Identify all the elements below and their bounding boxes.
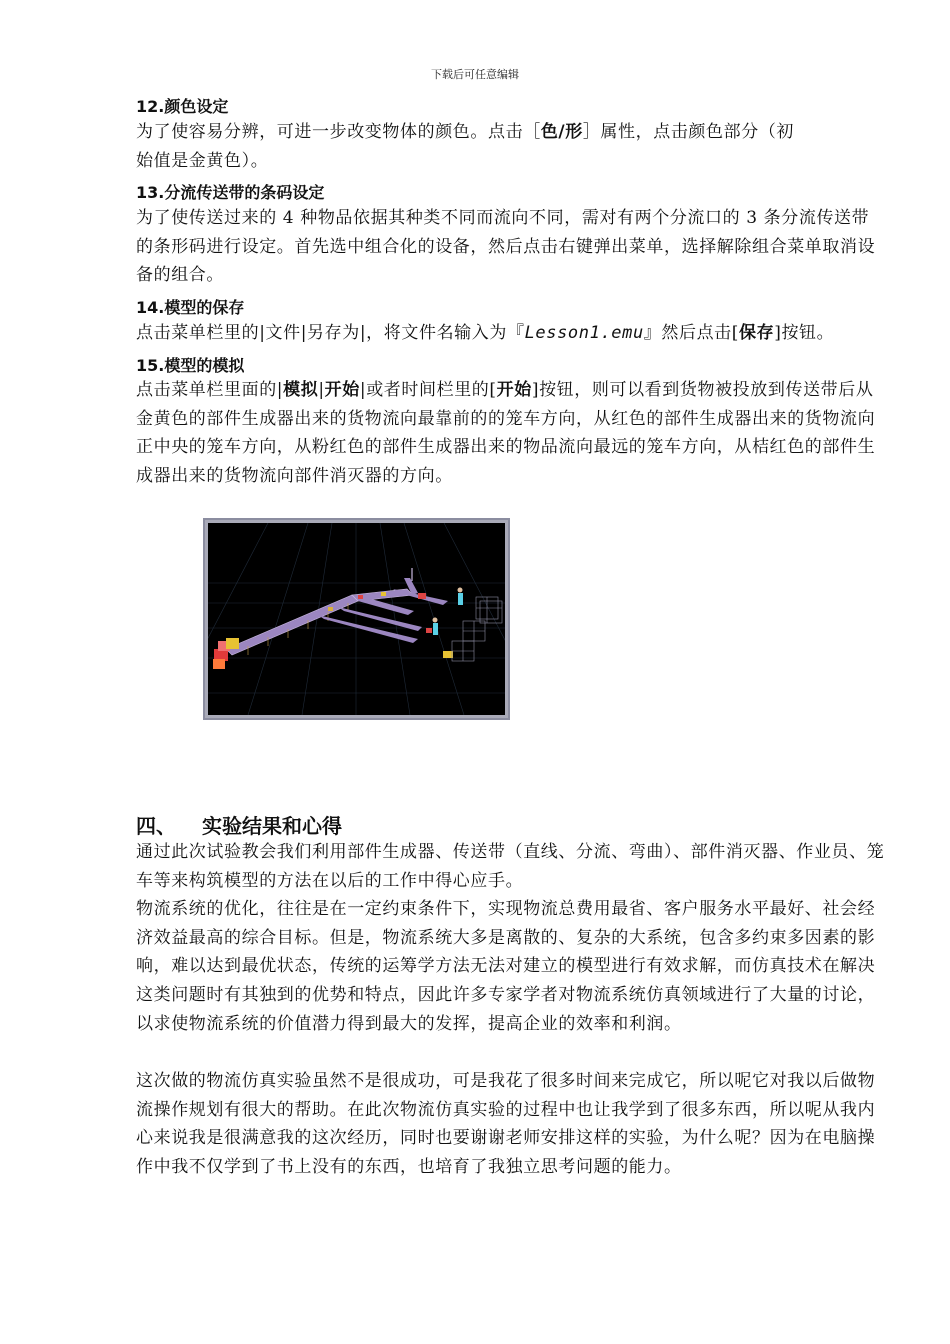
text: ]按钮。 [774, 323, 835, 343]
text: | [318, 380, 325, 400]
paragraph-model-save [136, 319, 896, 348]
shape-color-property: 色/形 [540, 122, 583, 142]
heading-barcode-setting: 13.分流传送带的条码设定 [136, 183, 325, 202]
paragraph-color-setting [136, 118, 886, 175]
section-number: 四、 [136, 814, 176, 838]
text: ]按钮，则可以看到货物被投放到传送带后从金黄色的部件生成器出来的货物流向最靠前的的笼车方向，从红色的部件生成器出来的货物流向正中央的笼车方向，从粉红色的部件生成器出来的物品流向最远的笼车方向，从桔红色的部件生成器出来的货物流向部件消灭器的方向。 [136, 380, 876, 487]
section-heading-results [136, 810, 342, 839]
paragraph-results-3: 这次做的物流仿真实验虽然不是很成功，可是我花了很多时间来完成它，所以呢它对我以后做物流操作规划有很大的帮助。在此次物流仿真实验的过程中也让我学到了很多东西，所以呢从我内心来说我是很满意我的这次经历，同时也要谢谢老师安排这样的实验，为什么呢？因为在电脑操作中我不仅学到了书上没有的东西，也培育了我独立思考问题的能力。 [136, 1071, 876, 1178]
text: |或者时间栏里的[ [359, 380, 497, 400]
paragraph-results-2: 物流系统的优化，往往是在一定约束条件下，实现物流总费用最省、客户服务水平最好、社会经济效益最高的综合目标。但是，物流系统大多是离散的、复杂的大系统，包含多约束多因素的影响，难以达到最优状态，传统的运筹学方法无法对建立的模型进行有效求解，而仿真技术在解决这类问题时有其独到的优势和特点，因此许多专家学者对物流系统仿真领域进行了大量的讨论，以求使物流系统的价值潜力得到最大的发挥，提高企业的效率和利润。 [136, 899, 876, 1034]
text: 点击菜单栏里面的| [136, 380, 284, 400]
heading-model-simulation: 15.模型的模拟 [136, 356, 245, 375]
text: 为了使容易分辨，可进一步改变物体的颜色。点击［ [136, 122, 541, 142]
heading-model-save: 14.模型的保存 [136, 298, 245, 317]
simulation-screenshot [203, 518, 510, 720]
menu-simulate: 模拟 [283, 380, 319, 400]
page-header-note: 下载后可任意编辑 [431, 68, 519, 81]
start-button-label: 开始 [496, 380, 532, 400]
menu-start: 开始 [324, 380, 360, 400]
file-name: Lesson1.emu [524, 323, 644, 343]
text: 始值是金黄色）。 [136, 150, 269, 171]
simulation-3d-scene [208, 523, 505, 715]
paragraph-barcode-setting: 为了使传送过来的 4 种物品依据其种类不同而流向不同，需对有两个分流口的 3 条分流传送带的条形码进行设定。首先选中组合化的设备，然后点击右键弹出菜单，选择解除组合菜单取消设备的组合。 [136, 208, 876, 286]
save-button-label: 保存 [739, 323, 775, 343]
section-title: 实验结果和心得 [202, 814, 342, 838]
heading-color-setting: 12.颜色设定 [136, 97, 229, 116]
text: ］属性，点击颜色部分（初 [582, 122, 795, 142]
text: 』然后点击[ [643, 323, 740, 343]
paragraph-results-1: 通过此次试验教会我们利用部件生成器、传送带（直线、分流、弯曲）、部件消灭器、作业员、笼车等来构筑模型的方法在以后的工作中得心应手。 [136, 842, 885, 891]
paragraph-model-simulation [136, 376, 886, 491]
text: 点击菜单栏里的|文件|另存为|，将文件名输入为『 [136, 323, 525, 343]
